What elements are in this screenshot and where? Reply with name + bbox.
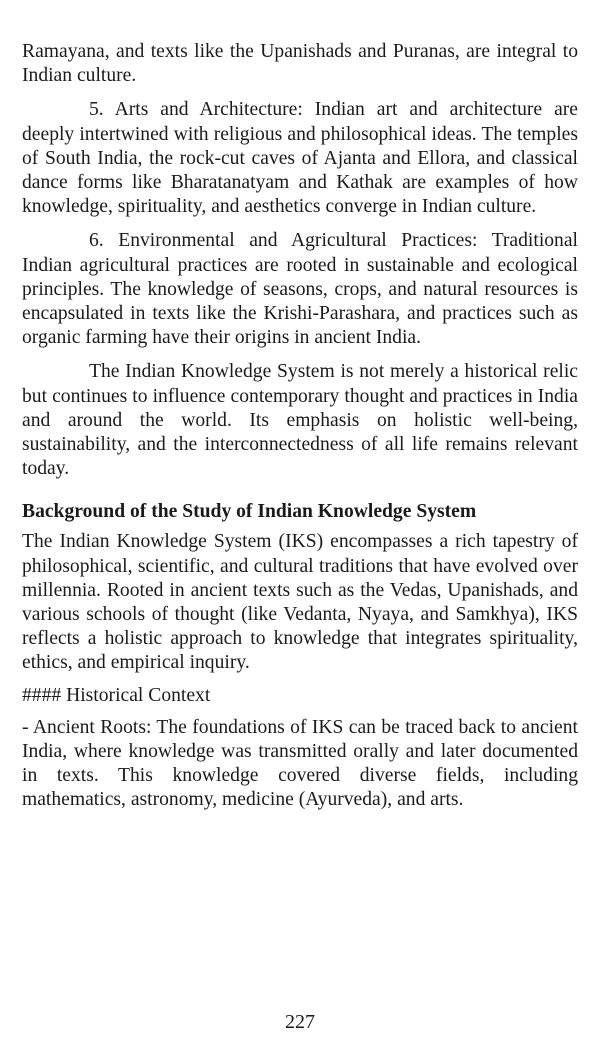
bullet-ancient-roots: - Ancient Roots: The foundations of IKS can be traced back to ancient India, where knowledge was transmitted orally and later documented in texts. This knowledge covered diverse fields, including mathematics, astronomy, medicine (Ayurveda), and arts.: [22, 716, 578, 811]
paragraph-iks-influence: The Indian Knowledge System is not merely a historical relic but continues to influence contemporary thought and practices in India and around the world. Its emphasis on holistic well-being, sustainability, and the interconnectedness of all life remains relevant today.: [22, 361, 578, 480]
paragraph-arts-architecture: 5. Arts and Architecture: Indian art and architecture are deeply intertwined with religious and philosophical ideas. The temples of South India, the rock-cut caves of Ajanta and Ellora, and classical dance forms like Bharatanatyam and Kathak are examples of how knowledge, spirituality, and aesthetics converge in Indian culture.: [22, 99, 578, 218]
page-number: 227: [285, 1011, 315, 1033]
subheading-historical-context: #### Historical Context: [22, 684, 211, 706]
page-body: [22, 40, 578, 813]
paragraph-background: The Indian Knowledge System (IKS) encompasses a rich tapestry of philosophical, scientific, and cultural traditions that have evolved over millennia. Rooted in ancient texts such as the Vedas, Upanishads, and various schools of thought (like Vedanta, Nyaya, and Samkhya), IKS reflects a holistic approach to knowledge that integrates spirituality, ethics, and empirical inquiry.: [22, 531, 578, 674]
paragraph-environmental-practices: 6. Environmental and Agricultural Practices: Traditional Indian agricultural practices are rooted in sustainable and ecological principles. The knowledge of seasons, crops, and natural resources is encapsulated in texts like the Krishi-Parashara, and practices such as organic farming have their origins in ancient India.: [22, 230, 578, 349]
section-heading: Background of the Study of Indian Knowledge System: [22, 501, 477, 523]
paragraph-continuation: Ramayana, and texts like the Upanishads and Puranas, are integral to Indian culture.: [22, 41, 578, 87]
